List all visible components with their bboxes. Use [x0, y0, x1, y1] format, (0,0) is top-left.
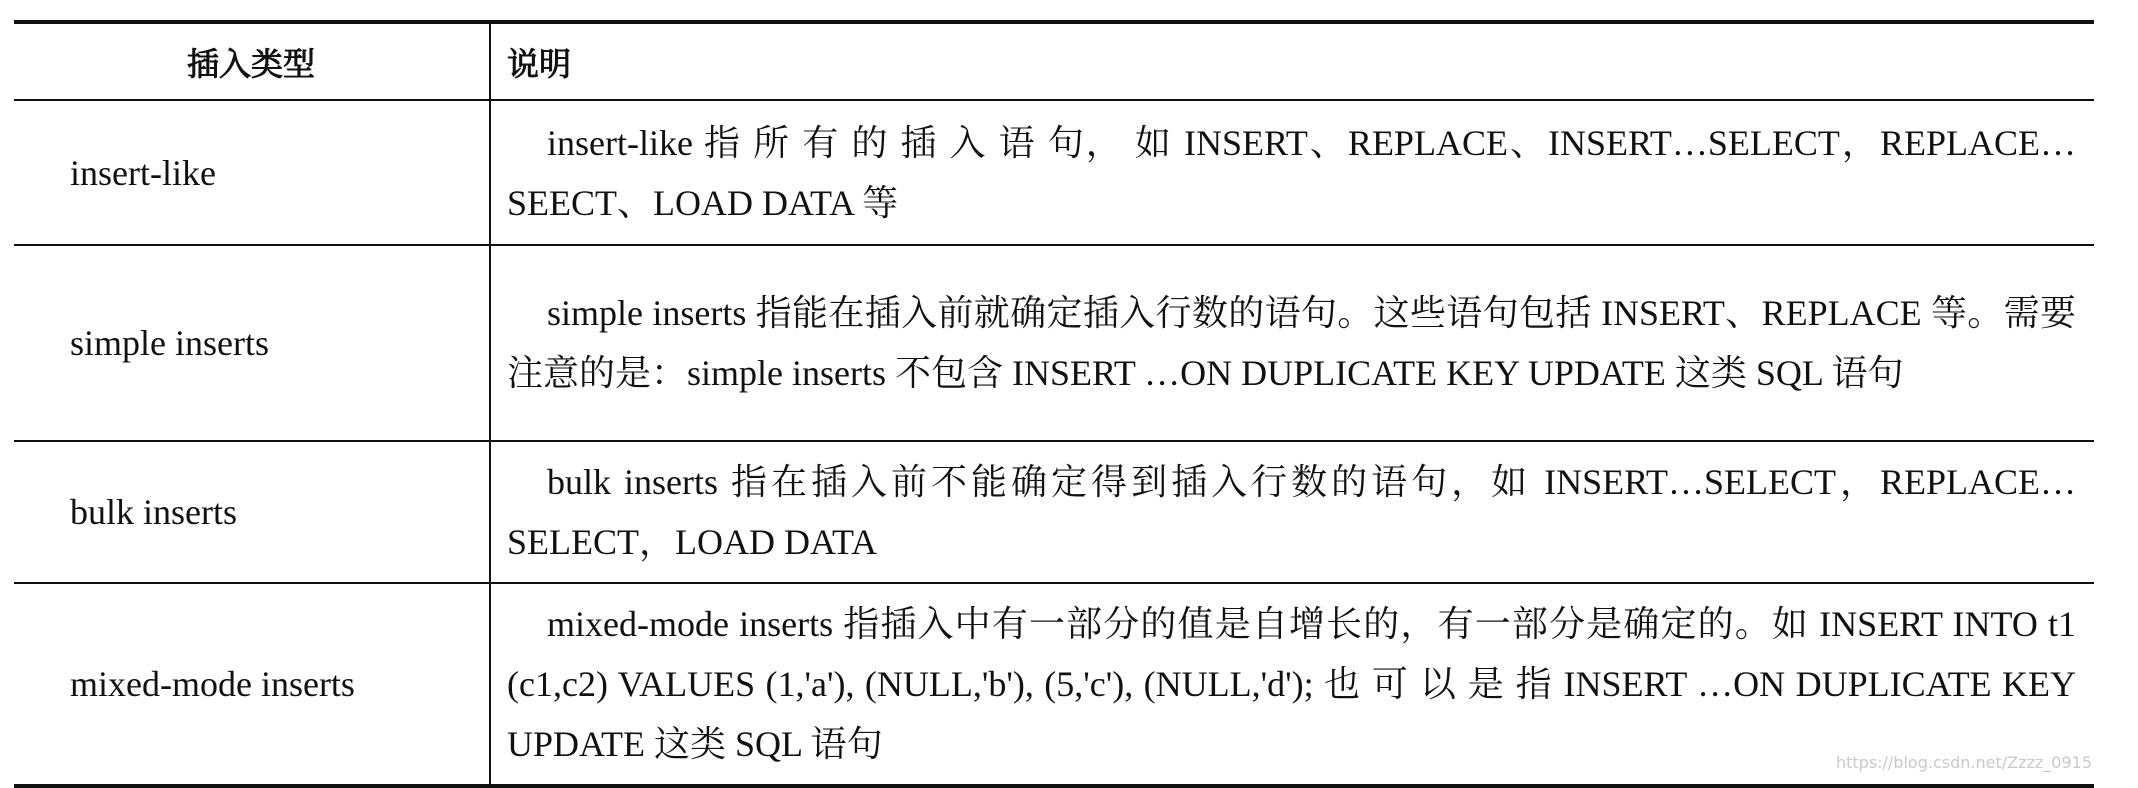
header-row	[14, 22, 2094, 100]
cell-description: simple inserts 指能在插入前就确定插入行数的语句。这些语句包括 INSERT、REPLACE 等。需要注意的是：simple inserts 不包含 INSERT …ON DUPLICATE KEY UPDATE 这类 SQL 语句	[490, 245, 2094, 441]
header-insert-type: 插入类型	[14, 22, 490, 100]
insert-types-table	[14, 20, 2094, 788]
table-header	[14, 22, 2094, 100]
cell-insert-type: mixed-mode inserts	[14, 583, 490, 786]
cell-insert-type: bulk inserts	[14, 441, 490, 583]
insert-types-table-container	[14, 20, 2094, 788]
table-body	[14, 100, 2094, 786]
watermark-text: https://blog.csdn.net/Zzzz_0915	[1835, 753, 2092, 772]
cell-description: bulk inserts 指在插入前不能确定得到插入行数的语句，如 INSERT…SELECT，REPLACE…SELECT，LOAD DATA	[490, 441, 2094, 583]
cell-insert-type: insert-like	[14, 100, 490, 245]
cell-description: mixed-mode inserts 指插入中有一部分的值是自增长的，有一部分是确定的。如 INSERT INTO t1 (c1,c2) VALUES (1,'a'), (NULL,'b'), (5,'c'), (NULL,'d'); 也 可 以 是 指 INSERT …ON DUPLICATE KEY UPDATE 这类 SQL 语句	[490, 583, 2094, 786]
cell-description: insert-like 指 所 有 的 插 入 语 句， 如 INSERT、REPLACE、INSERT…SELECT，REPLACE…SEECT、LOAD DATA 等	[490, 100, 2094, 245]
table-row	[14, 245, 2094, 441]
table-row	[14, 100, 2094, 245]
table-row	[14, 441, 2094, 583]
header-description: 说明	[490, 22, 2094, 100]
table-row	[14, 583, 2094, 786]
cell-insert-type: simple inserts	[14, 245, 490, 441]
